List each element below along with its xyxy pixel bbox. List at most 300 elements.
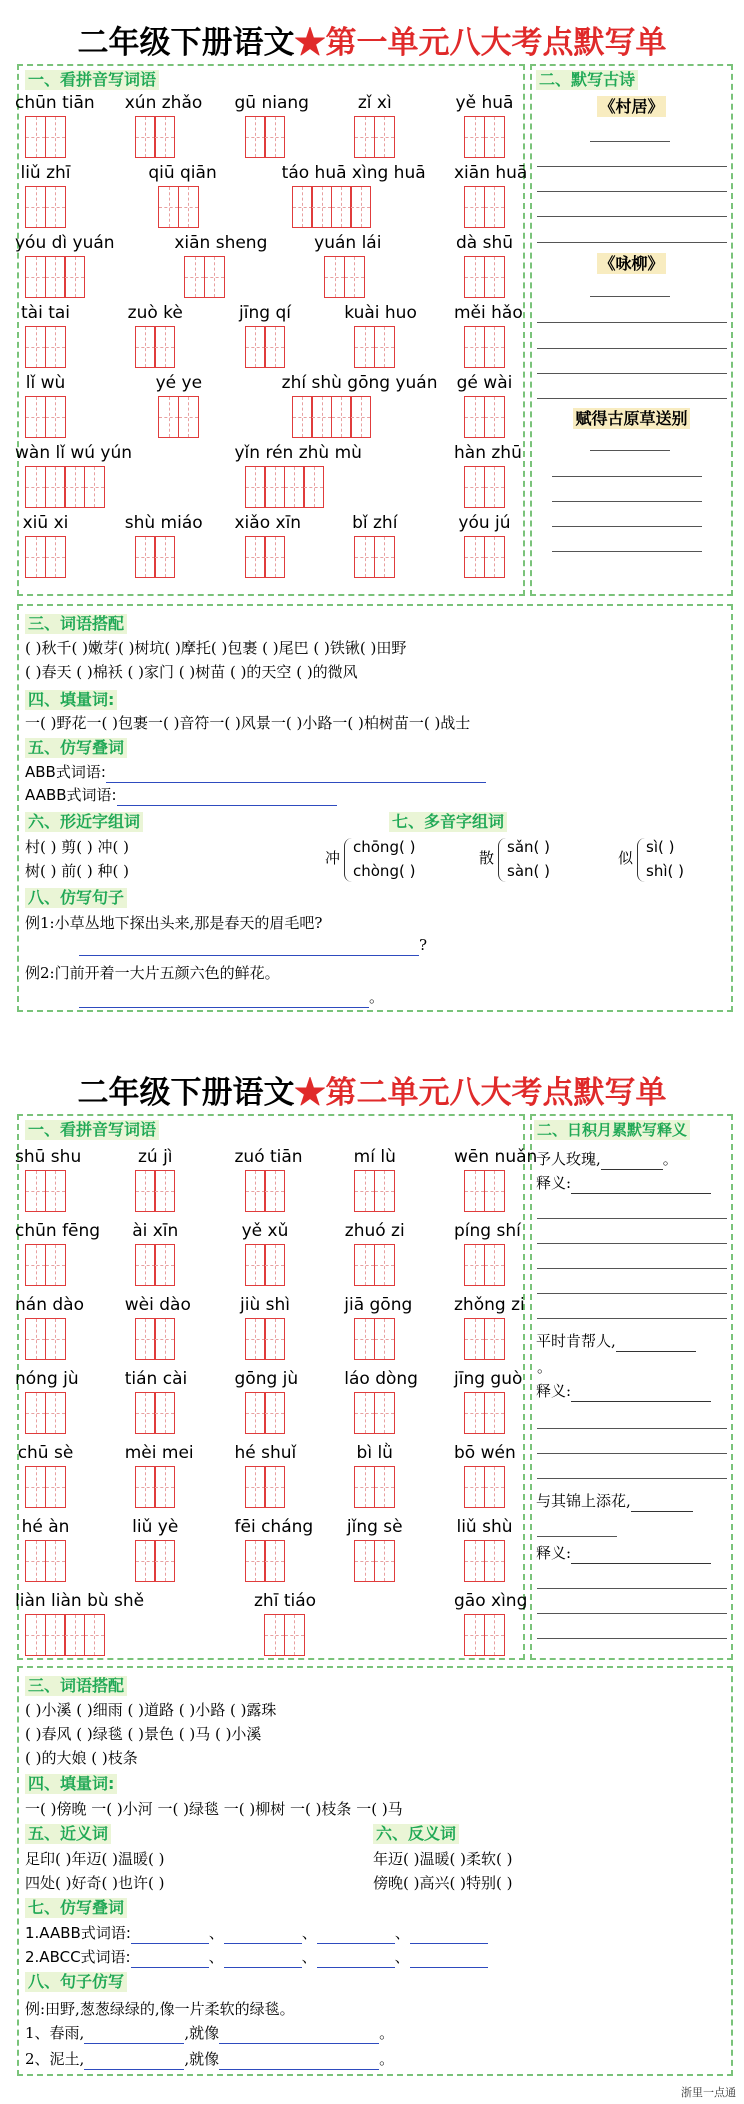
antonym-line[interactable]: 傍晚( )高兴( )特别( ): [373, 1874, 513, 1892]
character-cell[interactable]: [45, 186, 66, 228]
blank-line[interactable]: [537, 1453, 727, 1454]
character-cell[interactable]: [154, 536, 175, 578]
character-cell[interactable]: [135, 1170, 156, 1212]
writing-grid: [354, 1466, 393, 1508]
character-cell[interactable]: [264, 1392, 285, 1434]
writing-grid: [354, 1392, 393, 1434]
character-cell[interactable]: [25, 396, 46, 438]
character-cell[interactable]: [25, 1170, 46, 1212]
character-cell[interactable]: [178, 396, 199, 438]
answer-line[interactable]: [317, 1928, 395, 1944]
answer-line[interactable]: [601, 1154, 663, 1170]
character-cell[interactable]: [292, 396, 313, 438]
character-cell[interactable]: [45, 116, 66, 158]
answer-row: 。: [79, 986, 384, 1008]
polyphone-reading[interactable]: sàn( ): [507, 862, 550, 880]
writing-grid: [245, 1244, 284, 1286]
character-cell[interactable]: [350, 396, 371, 438]
character-cell[interactable]: [464, 186, 485, 228]
writing-grid: [464, 466, 503, 508]
pinyin-text: táo huā xìng huā: [281, 163, 426, 183]
pinyin-row: [15, 442, 525, 510]
character-cell[interactable]: [264, 326, 285, 368]
character-cell[interactable]: [45, 1466, 66, 1508]
character-cell[interactable]: [264, 116, 285, 158]
pinyin-row: [15, 1368, 525, 1436]
character-cell[interactable]: [464, 466, 485, 508]
character-cell[interactable]: [135, 116, 156, 158]
character-cell[interactable]: [264, 1466, 285, 1508]
pinyin-row: [15, 1294, 525, 1362]
unit2-proverb-box: [530, 1114, 733, 1660]
blank-line[interactable]: [590, 450, 670, 451]
character-cell[interactable]: [284, 1614, 305, 1656]
writing-grid: [25, 1244, 64, 1286]
character-cell[interactable]: [374, 1170, 395, 1212]
answer-line[interactable]: [224, 1952, 302, 1968]
blank-line[interactable]: [537, 373, 727, 374]
character-cell[interactable]: [374, 1466, 395, 1508]
writing-grid: [25, 1540, 64, 1582]
pinyin-text: jiā gōng: [344, 1295, 413, 1315]
blank-line[interactable]: [552, 501, 702, 502]
character-cell[interactable]: [344, 256, 365, 298]
character-cell[interactable]: [25, 1540, 46, 1582]
blank-line[interactable]: [537, 216, 727, 217]
character-cell[interactable]: [154, 1466, 175, 1508]
character-cell[interactable]: [484, 116, 505, 158]
answer-line[interactable]: [631, 1496, 693, 1512]
character-cell[interactable]: [324, 256, 345, 298]
character-cell[interactable]: [135, 1466, 156, 1508]
character-cell[interactable]: [354, 1318, 375, 1360]
collocation-line[interactable]: ( )小溪 ( )细雨 ( )道路 ( )小路 ( )露珠: [25, 1701, 277, 1719]
pinyin-text: yě huā: [455, 93, 514, 113]
character-cell[interactable]: [64, 1614, 85, 1656]
character-cell[interactable]: [354, 1540, 375, 1582]
character-cell[interactable]: [25, 536, 46, 578]
pinyin-row: [21, 1516, 525, 1584]
section-heading: 二、日积月累默写释义: [534, 1120, 690, 1140]
pinyin-text: wèi dào: [124, 1295, 191, 1315]
writing-grid: [25, 1614, 103, 1656]
writing-grid: [245, 1540, 284, 1582]
section-heading: 七、仿写叠词: [25, 1898, 127, 1918]
character-cell[interactable]: [45, 326, 66, 368]
answer-line[interactable]: [84, 2054, 184, 2070]
character-cell[interactable]: [484, 396, 505, 438]
pinyin-text: shū shu: [15, 1147, 82, 1167]
answer-line[interactable]: [410, 1952, 488, 1968]
blank-line[interactable]: [537, 1428, 727, 1429]
answer-line[interactable]: [571, 1178, 711, 1194]
character-cell[interactable]: [184, 256, 205, 298]
blank-line[interactable]: [537, 398, 727, 399]
pinyin-text: hé shuǐ: [234, 1443, 297, 1463]
writing-grid: [292, 186, 370, 228]
character-cell[interactable]: [25, 116, 46, 158]
writing-grid: [354, 536, 393, 578]
character-cell[interactable]: [374, 1318, 395, 1360]
character-cell[interactable]: [45, 256, 66, 298]
blank-line[interactable]: [537, 242, 727, 243]
character-cell[interactable]: [45, 1318, 66, 1360]
imitation-line: 1、春雨, ,就像 。: [25, 2024, 395, 2042]
section-heading: 五、近义词: [25, 1824, 111, 1844]
character-cell[interactable]: [374, 1244, 395, 1286]
section-heading: 五、仿写叠词: [25, 738, 127, 758]
character-cell[interactable]: [245, 536, 266, 578]
pinyin-text: yé ye: [155, 373, 203, 393]
character-cell[interactable]: [154, 116, 175, 158]
writing-grid: [135, 1244, 174, 1286]
character-cell[interactable]: [135, 1540, 156, 1582]
pinyin-text: měi hǎo: [454, 303, 523, 323]
pinyin-text: jīng guò: [454, 1369, 523, 1389]
blank-line[interactable]: [537, 166, 727, 167]
character-cell[interactable]: [354, 1392, 375, 1434]
answer-line[interactable]: [106, 767, 486, 783]
pinyin-row: [15, 1590, 528, 1658]
writing-grid: [25, 466, 103, 508]
character-cell[interactable]: [303, 466, 324, 508]
writing-grid: [464, 396, 503, 438]
pinyin-row: [15, 1146, 538, 1214]
answer-line[interactable]: [616, 1336, 696, 1352]
antonym-line[interactable]: 年迈( )温暖( )柔软( ): [373, 1850, 513, 1868]
character-cell[interactable]: [245, 466, 266, 508]
character-cell[interactable]: [84, 1614, 105, 1656]
character-cell[interactable]: [464, 326, 485, 368]
character-cell[interactable]: [135, 326, 156, 368]
writing-grid: [135, 116, 174, 158]
character-cell[interactable]: [178, 186, 199, 228]
character-cell[interactable]: [374, 326, 395, 368]
character-cell[interactable]: [245, 1540, 266, 1582]
aabb-line: 1.AABB式词语: 、 、 、: [25, 1922, 488, 1944]
character-cell[interactable]: [84, 466, 105, 508]
character-cell[interactable]: [245, 1392, 266, 1434]
abb-label: ABB式词语:: [25, 761, 486, 783]
character-cell[interactable]: [464, 1614, 485, 1656]
character-cell[interactable]: [25, 1466, 46, 1508]
pinyin-text: yóu dì yuán: [15, 233, 115, 253]
character-cell[interactable]: [264, 1244, 285, 1286]
character-cell[interactable]: [158, 186, 179, 228]
answer-line[interactable]: [131, 1952, 209, 1968]
writing-grid: [464, 1392, 503, 1434]
character-cell[interactable]: [154, 1244, 175, 1286]
character-cell[interactable]: [484, 466, 505, 508]
character-cell[interactable]: [245, 1244, 266, 1286]
measure-word-line[interactable]: 一( )傍晚 一( )小河 一( )绿毯 一( )柳树 一( )枝条 一( )马: [25, 1800, 403, 1818]
character-cell[interactable]: [284, 466, 305, 508]
collocation-line[interactable]: ( )的大娘 ( )枝条: [25, 1749, 138, 1767]
character-cell[interactable]: [311, 396, 332, 438]
character-cell[interactable]: [484, 1244, 505, 1286]
pinyin-text: píng shí: [454, 1221, 521, 1241]
character-cell[interactable]: [464, 1392, 485, 1434]
polyphone-reading[interactable]: sì( ): [646, 838, 675, 856]
answer-line[interactable]: [571, 1386, 711, 1402]
character-cell[interactable]: [354, 1466, 375, 1508]
unit1-title: 二年级下册语文★第一单元八大考点默写单: [77, 25, 667, 61]
character-cell[interactable]: [464, 1170, 485, 1212]
character-cell[interactable]: [264, 466, 285, 508]
section-heading: 七、多音字组词: [389, 812, 507, 832]
measure-word-line[interactable]: 一( )野花一( )包裹一( )音符一( )风景一( )小路一( )柏树苗一( )战士: [25, 714, 471, 732]
answer-line[interactable]: [117, 790, 337, 806]
writing-grid: [245, 1170, 284, 1212]
answer-row: ?: [79, 934, 427, 956]
meaning-label: 释义:: [536, 1172, 711, 1194]
pinyin-text: mèi mei: [124, 1443, 194, 1463]
character-cell[interactable]: [374, 1392, 395, 1434]
character-cell[interactable]: [374, 1540, 395, 1582]
character-cell[interactable]: [25, 1392, 46, 1434]
writing-grid: [184, 256, 223, 298]
synonym-line[interactable]: 足印( )年迈( )温暖( ): [25, 1850, 165, 1868]
character-cell[interactable]: [25, 1244, 46, 1286]
similar-char-line[interactable]: 树( ) 前( ) 种( ): [25, 862, 129, 880]
character-cell[interactable]: [154, 1170, 175, 1212]
character-cell[interactable]: [45, 396, 66, 438]
collocation-line[interactable]: ( )秋千( )嫩芽( )树坑( )摩托( )包裹 ( )尾巴 ( )铁锹( )田野: [25, 639, 407, 657]
pinyin-text: tài tai: [20, 303, 71, 323]
writing-grid: [158, 186, 197, 228]
aabb-label: AABB式词语:: [25, 784, 337, 806]
polyphone-reading[interactable]: chōng( ): [353, 838, 416, 856]
section-heading: 八、仿写句子: [25, 888, 127, 908]
blank-line[interactable]: [537, 1243, 727, 1244]
character-cell[interactable]: [354, 536, 375, 578]
synonym-line[interactable]: 四处( )好奇( )也许( ): [25, 1874, 165, 1892]
brace: [637, 838, 645, 882]
answer-line[interactable]: [224, 1928, 302, 1944]
character-cell[interactable]: [245, 1466, 266, 1508]
writing-grid: [25, 1466, 64, 1508]
blank-line[interactable]: [537, 1293, 727, 1294]
example-sentence: 例:田野,葱葱绿绿的,像一片柔软的绿毯。: [25, 2000, 295, 2018]
pinyin-text: mí lù: [353, 1147, 396, 1167]
writing-grid: [464, 536, 503, 578]
character-cell[interactable]: [350, 186, 371, 228]
character-cell[interactable]: [245, 116, 266, 158]
pinyin-row: [15, 1220, 525, 1288]
answer-line[interactable]: [219, 2028, 379, 2044]
pinyin-text: zhí shù gōng yuán: [281, 373, 438, 393]
character-cell[interactable]: [484, 186, 505, 228]
character-cell[interactable]: [464, 1318, 485, 1360]
pinyin-text: fēi cháng: [234, 1517, 314, 1537]
character-cell[interactable]: [135, 1244, 156, 1286]
character-cell[interactable]: [464, 396, 485, 438]
collocation-line[interactable]: ( )春天 ( )棉袄 ( )家门 ( )树苗 ( )的天空 ( )的微风: [25, 663, 358, 681]
character-cell[interactable]: [245, 326, 266, 368]
section-heading: 六、反义词: [373, 1824, 459, 1844]
character-cell[interactable]: [374, 536, 395, 578]
blank-line[interactable]: [537, 1318, 727, 1319]
polyphone-reading[interactable]: shì( ): [646, 862, 684, 880]
answer-line[interactable]: [571, 1548, 711, 1564]
character-cell[interactable]: [45, 1614, 66, 1656]
character-cell[interactable]: [25, 466, 46, 508]
polyphone-reading[interactable]: sǎn( ): [507, 838, 550, 856]
character-cell[interactable]: [484, 256, 505, 298]
unit1-pinyin-box: [15, 64, 528, 596]
character-cell[interactable]: [25, 1614, 46, 1656]
character-cell[interactable]: [484, 1318, 505, 1360]
character-cell[interactable]: [135, 536, 156, 578]
character-cell[interactable]: [374, 116, 395, 158]
answer-line[interactable]: [79, 940, 419, 956]
character-cell[interactable]: [464, 116, 485, 158]
character-cell[interactable]: [154, 326, 175, 368]
character-cell[interactable]: [135, 1318, 156, 1360]
collocation-line[interactable]: ( )春风 ( )绿毯 ( )景色 ( )马 ( )小溪: [25, 1725, 262, 1743]
writing-grid: [135, 1318, 174, 1360]
blank-line[interactable]: [590, 296, 670, 297]
character-cell[interactable]: [264, 1318, 285, 1360]
blank-line[interactable]: [537, 322, 727, 323]
pinyin-text: yǐn rén zhù mù: [234, 443, 362, 463]
blank-line[interactable]: [552, 551, 702, 552]
character-cell[interactable]: [484, 1466, 505, 1508]
writing-grid: [354, 326, 393, 368]
blank-line[interactable]: [537, 1638, 727, 1639]
character-cell[interactable]: [464, 1244, 485, 1286]
blank-line[interactable]: [537, 348, 727, 349]
character-cell[interactable]: [484, 1614, 505, 1656]
blank-line[interactable]: [537, 1536, 617, 1537]
answer-line[interactable]: [84, 2028, 184, 2044]
blank-line[interactable]: [537, 1268, 727, 1269]
character-cell[interactable]: [464, 1466, 485, 1508]
blank-line[interactable]: [590, 141, 670, 142]
character-cell[interactable]: [354, 1170, 375, 1212]
character-cell[interactable]: [245, 1318, 266, 1360]
blank-line[interactable]: [537, 1218, 727, 1219]
pinyin-text: dà shū: [455, 233, 514, 253]
character-cell[interactable]: [154, 1392, 175, 1434]
character-cell[interactable]: [264, 1170, 285, 1212]
pinyin-text: wēn nuǎn: [454, 1147, 538, 1167]
character-cell[interactable]: [45, 466, 66, 508]
poem-title: 《咏柳》: [599, 254, 664, 273]
character-cell[interactable]: [484, 1540, 505, 1582]
polyphone-char: 冲: [325, 849, 341, 867]
character-cell[interactable]: [464, 536, 485, 578]
character-cell[interactable]: [64, 256, 85, 298]
character-cell[interactable]: [331, 396, 352, 438]
character-cell[interactable]: [25, 256, 46, 298]
section-heading: 二、默写古诗: [536, 70, 638, 90]
character-cell[interactable]: [158, 396, 179, 438]
writing-grid: [354, 116, 393, 158]
pinyin-text: chū sè: [17, 1443, 74, 1463]
pinyin-text: xiān huā: [454, 163, 528, 183]
character-cell[interactable]: [45, 1170, 66, 1212]
polyphone-reading[interactable]: chòng( ): [353, 862, 416, 880]
character-cell[interactable]: [354, 116, 375, 158]
character-cell[interactable]: [484, 326, 505, 368]
writing-grid: [25, 116, 64, 158]
blank-line[interactable]: [552, 476, 702, 477]
writing-grid: [245, 326, 284, 368]
pinyin-text: yě xǔ: [241, 1221, 289, 1241]
blank-line[interactable]: [552, 526, 702, 527]
answer-line[interactable]: [219, 2054, 379, 2070]
character-cell[interactable]: [354, 326, 375, 368]
writing-grid: [245, 466, 323, 508]
similar-char-line[interactable]: 村( ) 剪( ) 冲( ): [25, 838, 129, 856]
footer-watermark: 浙里一点通: [681, 2086, 736, 2099]
blank-line[interactable]: [537, 1478, 727, 1479]
answer-line[interactable]: [410, 1928, 488, 1944]
character-cell[interactable]: [264, 1614, 285, 1656]
imitation-line: 2、泥土, ,就像 。: [25, 2050, 395, 2068]
section-heading: 六、形近字组词: [25, 812, 143, 832]
character-cell[interactable]: [292, 186, 313, 228]
character-cell[interactable]: [484, 1170, 505, 1212]
pinyin-text: xún zhǎo: [124, 93, 203, 113]
character-cell[interactable]: [264, 536, 285, 578]
blank-line[interactable]: [537, 1613, 727, 1614]
writing-grid: [324, 256, 363, 298]
writing-grid: [135, 1540, 174, 1582]
writing-grid: [354, 1318, 393, 1360]
pinyin-row: [20, 162, 528, 230]
character-cell[interactable]: [45, 536, 66, 578]
character-cell[interactable]: [25, 1318, 46, 1360]
character-cell[interactable]: [245, 1170, 266, 1212]
character-cell[interactable]: [25, 326, 46, 368]
writing-grid: [25, 396, 64, 438]
character-cell[interactable]: [311, 186, 332, 228]
character-cell[interactable]: [484, 536, 505, 578]
brace: [344, 838, 352, 882]
character-cell[interactable]: [204, 256, 225, 298]
character-cell[interactable]: [64, 466, 85, 508]
character-cell[interactable]: [264, 1540, 285, 1582]
blank-line[interactable]: [537, 191, 727, 192]
answer-line[interactable]: [79, 992, 369, 1008]
character-cell[interactable]: [464, 256, 485, 298]
character-cell[interactable]: [135, 1392, 156, 1434]
character-cell[interactable]: [154, 1318, 175, 1360]
writing-grid: [25, 186, 64, 228]
character-cell[interactable]: [464, 1540, 485, 1582]
character-cell[interactable]: [354, 1244, 375, 1286]
blank-line[interactable]: [537, 1588, 727, 1589]
character-cell[interactable]: [45, 1392, 66, 1434]
character-cell[interactable]: [45, 1244, 66, 1286]
character-cell[interactable]: [484, 1392, 505, 1434]
character-cell[interactable]: [25, 186, 46, 228]
answer-line[interactable]: [317, 1952, 395, 1968]
pinyin-row: [20, 302, 525, 370]
pinyin-text: gé wài: [456, 373, 513, 393]
character-cell[interactable]: [331, 186, 352, 228]
pinyin-text: liǔ zhī: [20, 163, 71, 183]
polyphone-char: 散: [479, 849, 495, 867]
pinyin-text: liàn liàn bù shě: [15, 1591, 145, 1611]
character-cell[interactable]: [45, 1540, 66, 1582]
answer-line[interactable]: [131, 1928, 209, 1944]
character-cell[interactable]: [154, 1540, 175, 1582]
writing-grid: [135, 326, 174, 368]
example-sentence: 例1:小草丛地下探出头来,那是春天的眉毛吧?: [25, 914, 323, 932]
